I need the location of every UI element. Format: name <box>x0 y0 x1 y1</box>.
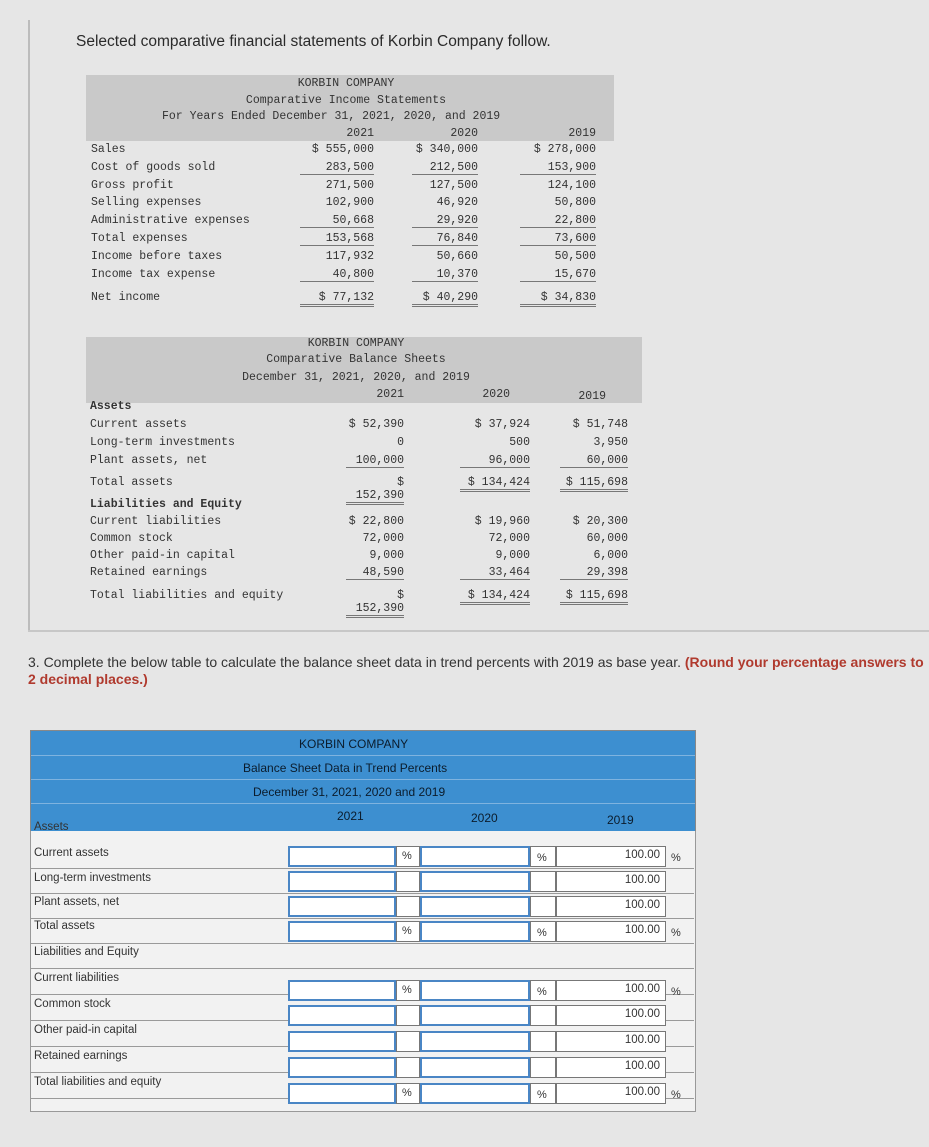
trend-2020-input[interactable] <box>420 871 530 892</box>
balance-row-value: 3,950 <box>593 436 628 449</box>
balance-row-label: Current liabilities <box>90 515 222 528</box>
trend-2019-base: 100.00 <box>624 849 660 861</box>
balance-row-value: $ 22,800 <box>348 515 404 528</box>
pct-sign-2021: % <box>402 1087 412 1099</box>
pct-sign-2021: % <box>402 984 412 996</box>
income-row-value: 10,370 <box>412 268 478 282</box>
income-period: For Years Ended December 31, 2021, 2020, and 2019 <box>162 110 501 123</box>
trend-row-label: Common stock <box>34 998 111 1010</box>
income-row-label: Total expenses <box>91 232 188 245</box>
trend-2021-unit <box>396 1005 420 1026</box>
trend-row-label: Retained earnings <box>34 1050 128 1062</box>
trend-2021-input[interactable] <box>288 1083 396 1104</box>
income-row-value: 283,500 <box>300 161 374 175</box>
trend-2021-input[interactable] <box>288 1031 396 1052</box>
balance-row-value: $ 52,390 <box>348 418 404 431</box>
balance-row-value: $ 115,698 <box>560 476 628 492</box>
question-text <box>28 654 929 688</box>
balance-row-value: 60,000 <box>560 454 628 468</box>
income-row-label: Administrative expenses <box>91 214 250 227</box>
balance-row-value: 6,000 <box>593 549 628 562</box>
trend-2021-input[interactable] <box>288 871 396 892</box>
trend-row-label: Other paid-in capital <box>34 1024 137 1036</box>
income-row-value: 50,500 <box>554 250 596 263</box>
trend-table-header <box>30 730 696 832</box>
trend-2019-base: 100.00 <box>624 924 660 936</box>
income-row-value: 124,100 <box>547 179 596 192</box>
trend-2019-base: 100.00 <box>624 1008 660 1020</box>
pct-sign-2019: % <box>671 986 681 998</box>
trend-2021-input[interactable] <box>288 846 396 867</box>
balance-row-label: Plant assets, net <box>90 454 208 467</box>
trend-year-2019: 2019 <box>607 813 634 827</box>
balance-period: December 31, 2021, 2020, and 2019 <box>242 371 470 384</box>
trend-year-2020: 2020 <box>471 811 498 825</box>
balance-row-value: $ 19,960 <box>474 515 530 528</box>
balance-row-value: 100,000 <box>346 454 404 468</box>
pct-sign-2020: % <box>537 1089 547 1101</box>
trend-2021-unit <box>396 896 420 917</box>
income-row-value: 271,500 <box>325 179 374 192</box>
balance-row-value: 60,000 <box>586 532 628 545</box>
balance-row-value: $ 51,748 <box>572 418 628 431</box>
trend-2020-input[interactable] <box>420 980 530 1001</box>
balance-row-label: Common stock <box>90 532 173 545</box>
balance-row-value: 33,464 <box>460 566 530 580</box>
income-row-label: Income before taxes <box>91 250 223 263</box>
pct-sign-2020: % <box>537 927 547 939</box>
income-row-value: 127,500 <box>429 179 478 192</box>
balance-row-value: $ 134,424 <box>460 589 530 605</box>
trend-year-2021: 2021 <box>337 809 364 823</box>
income-year-2019: 2019 <box>568 127 596 140</box>
question-note: (Round your percentage answers to 2 decimal places.) <box>28 654 924 687</box>
income-row-value: 50,668 <box>300 214 374 228</box>
income-year-2020: 2020 <box>450 127 478 140</box>
trend-2019-base: 100.00 <box>624 1086 660 1098</box>
trend-2021-input[interactable] <box>288 980 396 1001</box>
income-row-label: Net income <box>91 291 161 304</box>
trend-2020-unit <box>530 1031 556 1052</box>
intro-text: Selected comparative financial statements of Korbin Company follow. <box>76 33 551 50</box>
income-row-value: 46,920 <box>436 196 478 209</box>
balance-assets-heading: Assets <box>90 400 132 413</box>
income-row-value: $ 278,000 <box>533 143 596 156</box>
balance-row-value: $ 20,300 <box>572 515 628 528</box>
trend-2020-input[interactable] <box>420 896 530 917</box>
income-row-value: $ 34,830 <box>520 291 596 307</box>
income-row-label: Gross profit <box>91 179 174 192</box>
header-sep <box>31 803 695 804</box>
income-row-label: Selling expenses <box>91 196 202 209</box>
income-company: KORBIN COMPANY <box>297 77 395 90</box>
balance-row-value: 96,000 <box>460 454 530 468</box>
balance-row-value: $ 152,390 <box>346 589 404 618</box>
balance-company: KORBIN COMPANY <box>307 337 405 350</box>
trend-2021-input[interactable] <box>288 1005 396 1026</box>
pct-sign-2019: % <box>671 852 681 864</box>
page-left-rule <box>28 20 30 630</box>
trend-2020-unit <box>530 1005 556 1026</box>
trend-2021-unit <box>396 871 420 892</box>
trend-2021-input[interactable] <box>288 921 396 942</box>
trend-row-label: Current liabilities <box>34 972 120 984</box>
trend-row-label: Plant assets, net <box>34 896 120 908</box>
pct-sign-2020: % <box>537 986 547 998</box>
income-row-value: 212,500 <box>412 161 478 175</box>
balance-row-value: $ 115,698 <box>560 589 628 605</box>
balance-row-value: $ 152,390 <box>346 476 404 505</box>
row-divider <box>30 918 694 919</box>
income-row-value: 22,800 <box>520 214 596 228</box>
balance-row-label: Retained earnings <box>90 566 208 579</box>
trend-2020-input[interactable] <box>420 1057 530 1078</box>
trend-liab-heading: Liabilities and Equity <box>34 946 139 958</box>
balance-liab-heading: Liabilities and Equity <box>90 498 242 511</box>
pct-sign-2019: % <box>671 1089 681 1101</box>
row-divider <box>30 943 694 944</box>
income-row-value: 40,800 <box>300 268 374 282</box>
row-divider <box>30 868 694 869</box>
trend-2021-input[interactable] <box>288 1057 396 1078</box>
balance-row-value: 29,398 <box>560 566 628 580</box>
balance-row-value: 72,000 <box>362 532 404 545</box>
row-divider <box>30 893 694 894</box>
balance-row-value: 9,000 <box>495 549 530 562</box>
income-row-value: 15,670 <box>520 268 596 282</box>
income-row-value: $ 340,000 <box>415 143 478 156</box>
income-row-value: $ 77,132 <box>300 291 374 307</box>
balance-row-label: Long-term investments <box>90 436 235 449</box>
balance-row-value: $ 134,424 <box>460 476 530 492</box>
balance-row-value: 500 <box>509 436 530 449</box>
balance-row-label: Total liabilities and equity <box>90 589 284 602</box>
trend-2020-input[interactable] <box>420 1031 530 1052</box>
question-main: 3. Complete the below table to calculate the balance sheet data in trend percents with 2019 as base year. <box>28 654 681 670</box>
trend-2020-input[interactable] <box>420 1005 530 1026</box>
trend-2020-input[interactable] <box>420 921 530 942</box>
balance-row-label: Current assets <box>90 418 187 431</box>
trend-2020-unit <box>530 1057 556 1078</box>
income-row-value: 153,568 <box>300 232 374 246</box>
income-row-value: 117,932 <box>325 250 374 263</box>
trend-2019-base: 100.00 <box>624 1060 660 1072</box>
balance-row-value: 0 <box>397 436 404 449</box>
balance-row-label: Other paid-in capital <box>90 549 235 562</box>
trend-period: December 31, 2021, 2020 and 2019 <box>253 785 446 799</box>
header-sep <box>31 779 695 780</box>
row-divider <box>30 968 694 969</box>
trend-row-label: Current assets <box>34 847 109 859</box>
income-row-value: 29,920 <box>412 214 478 228</box>
income-row-label: Sales <box>91 143 126 156</box>
balance-row-value: 9,000 <box>369 549 404 562</box>
balance-year-2020: 2020 <box>482 388 510 401</box>
balance-year-2019: 2019 <box>578 390 606 403</box>
income-row-value: 50,660 <box>436 250 478 263</box>
balance-row-label: Total assets <box>90 476 173 489</box>
pct-sign-2019: % <box>671 927 681 939</box>
trend-2021-unit <box>396 1031 420 1052</box>
header-sep <box>31 755 695 756</box>
trend-2019-base: 100.00 <box>624 899 660 911</box>
income-row-value: 102,900 <box>325 196 374 209</box>
income-year-2021: 2021 <box>346 127 374 140</box>
pct-sign-2020: % <box>537 852 547 864</box>
section-divider <box>28 630 929 632</box>
trend-2019-base: 100.00 <box>624 1034 660 1046</box>
income-row-value: 73,600 <box>520 232 596 246</box>
income-row-label: Cost of goods sold <box>91 161 216 174</box>
balance-title: Comparative Balance Sheets <box>266 353 446 366</box>
income-row-value: $ 40,290 <box>412 291 478 307</box>
trend-title: Balance Sheet Data in Trend Percents <box>243 761 448 775</box>
balance-row-value: $ 37,924 <box>474 418 530 431</box>
trend-2019-base: 100.00 <box>624 874 660 886</box>
trend-row-label: Total liabilities and equity <box>34 1076 162 1088</box>
trend-assets-heading: Assets <box>34 821 69 833</box>
pct-sign-2021: % <box>402 850 412 862</box>
pct-sign-2021: % <box>402 925 412 937</box>
trend-row-label: Long-term investments <box>34 872 151 884</box>
balance-year-2021: 2021 <box>376 388 404 401</box>
balance-row-value: 72,000 <box>488 532 530 545</box>
trend-2020-unit <box>530 871 556 892</box>
income-row-label: Income tax expense <box>91 268 216 281</box>
balance-row-value: 48,590 <box>346 566 404 580</box>
income-row-value: 50,800 <box>554 196 596 209</box>
trend-2021-unit <box>396 1057 420 1078</box>
income-title: Comparative Income Statements <box>245 94 447 107</box>
trend-2020-unit <box>530 896 556 917</box>
trend-2020-input[interactable] <box>420 846 530 867</box>
trend-2021-input[interactable] <box>288 896 396 917</box>
trend-2019-base: 100.00 <box>624 983 660 995</box>
trend-2020-input[interactable] <box>420 1083 530 1104</box>
income-row-value: $ 555,000 <box>311 143 374 156</box>
income-row-value: 153,900 <box>520 161 596 175</box>
trend-row-label: Total assets <box>34 920 95 932</box>
trend-company: KORBIN COMPANY <box>299 737 409 751</box>
income-row-value: 76,840 <box>412 232 478 246</box>
